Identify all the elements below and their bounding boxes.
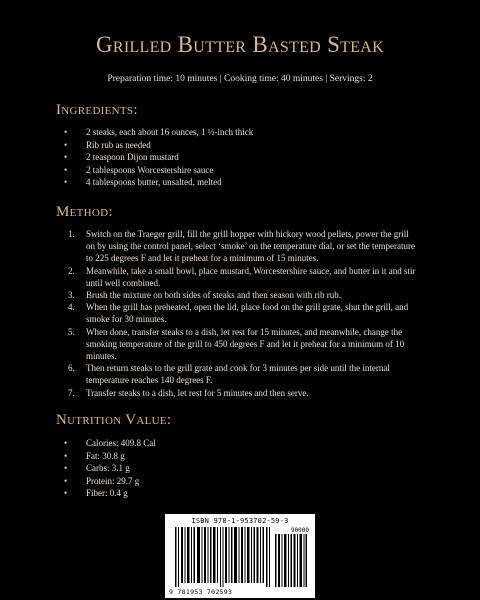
isbn-label: ISBN 978-1-953702-59-3 [191, 517, 289, 525]
method-step [58, 301, 416, 325]
barcode-bars [175, 527, 271, 587]
nutrition-item: • Carbs: 3.1 g [58, 462, 156, 475]
step-number: 5. [68, 326, 75, 337]
nutrition-item: • Fiber: 0.4 g [58, 487, 156, 500]
ingredients-list [58, 126, 253, 189]
nutrition-list [58, 437, 156, 500]
step-text: When the grill has preheated, open the lid, place food on the grill grate, shut the grill, and smoke for 30 minutes. [86, 302, 409, 325]
step-text: Brush the mixture on both sides of steaks and then season with rib rub. [86, 290, 341, 301]
nutrition-item: • Calories: 409.8 Cal [58, 437, 156, 450]
ingredient-item: • 4 tablespoons butter, unsalted, melted [58, 176, 253, 189]
ingredient-item: • 2 tablespoons Worcestershire sauce [58, 164, 253, 177]
ingredient-item: • Rib rub as needed [58, 139, 253, 152]
ingredients-heading: Ingredients: [56, 102, 138, 118]
recipe-title: Grilled Butter Basted Steak [95, 32, 385, 57]
nutrition-heading: Nutrition Value: [56, 412, 172, 428]
barcode-digits: 9 781953 702593 [169, 588, 233, 596]
step-number: 2. [68, 265, 75, 276]
step-text: When done, transfer steaks to a dish, let rest for 15 minutes, and meanwhile, change the smoking temperature of the grill to 450 degrees F and let it preheat for a minimum of 10 minutes. [86, 326, 405, 362]
recipe-meta: Preparation time: 10 minutes | Cooking time: 40 minutes | Servings: 2 [107, 74, 373, 84]
method-step [58, 289, 416, 301]
method-step [58, 362, 416, 386]
price-code: 90000 [290, 527, 309, 534]
method-step [58, 265, 416, 289]
isbn-barcode [165, 514, 315, 598]
method-heading: Method: [56, 204, 113, 220]
step-number: 6. [68, 363, 75, 374]
method-step [58, 326, 416, 363]
ingredient-item: • 2 steaks, each about 16 ounces, 1 ½-inch thick [58, 126, 253, 139]
step-number: 1. [68, 229, 75, 239]
nutrition-item: • Fat: 30.8 g [58, 450, 156, 463]
step-number: 3. [68, 290, 75, 301]
step-number: 4. [68, 302, 75, 313]
step-text: Transfer steaks to a dish, let rest for 5 minutes and then serve. [86, 387, 309, 398]
barcode-addon-bars [275, 534, 307, 587]
ingredient-item: • 2 teaspoon Dijon mustard [58, 151, 253, 164]
step-text: Meanwhile, take a small bowl, place mustard, Worcestershire sauce, and butter in it and stir until well combined. [86, 265, 416, 288]
method-steps [58, 228, 416, 399]
method-step [58, 387, 416, 399]
step-number: 7. [68, 387, 75, 398]
method-step [58, 228, 416, 265]
step-text: Then return steaks to the grill grate and cook for 3 minutes per side until the internal temperature reaches 140 degrees F. [86, 363, 390, 386]
step-text: Switch on the Traeger grill, fill the grill hopper with hickory wood pellets, power the grill on by using the control panel, select ‘smoke’ on the temperature dial, or set the temperature to 225 degrees F and let it preheat for a minimum of 15 minutes. [86, 229, 415, 264]
nutrition-item: • Protein: 29.7 g [58, 475, 156, 488]
